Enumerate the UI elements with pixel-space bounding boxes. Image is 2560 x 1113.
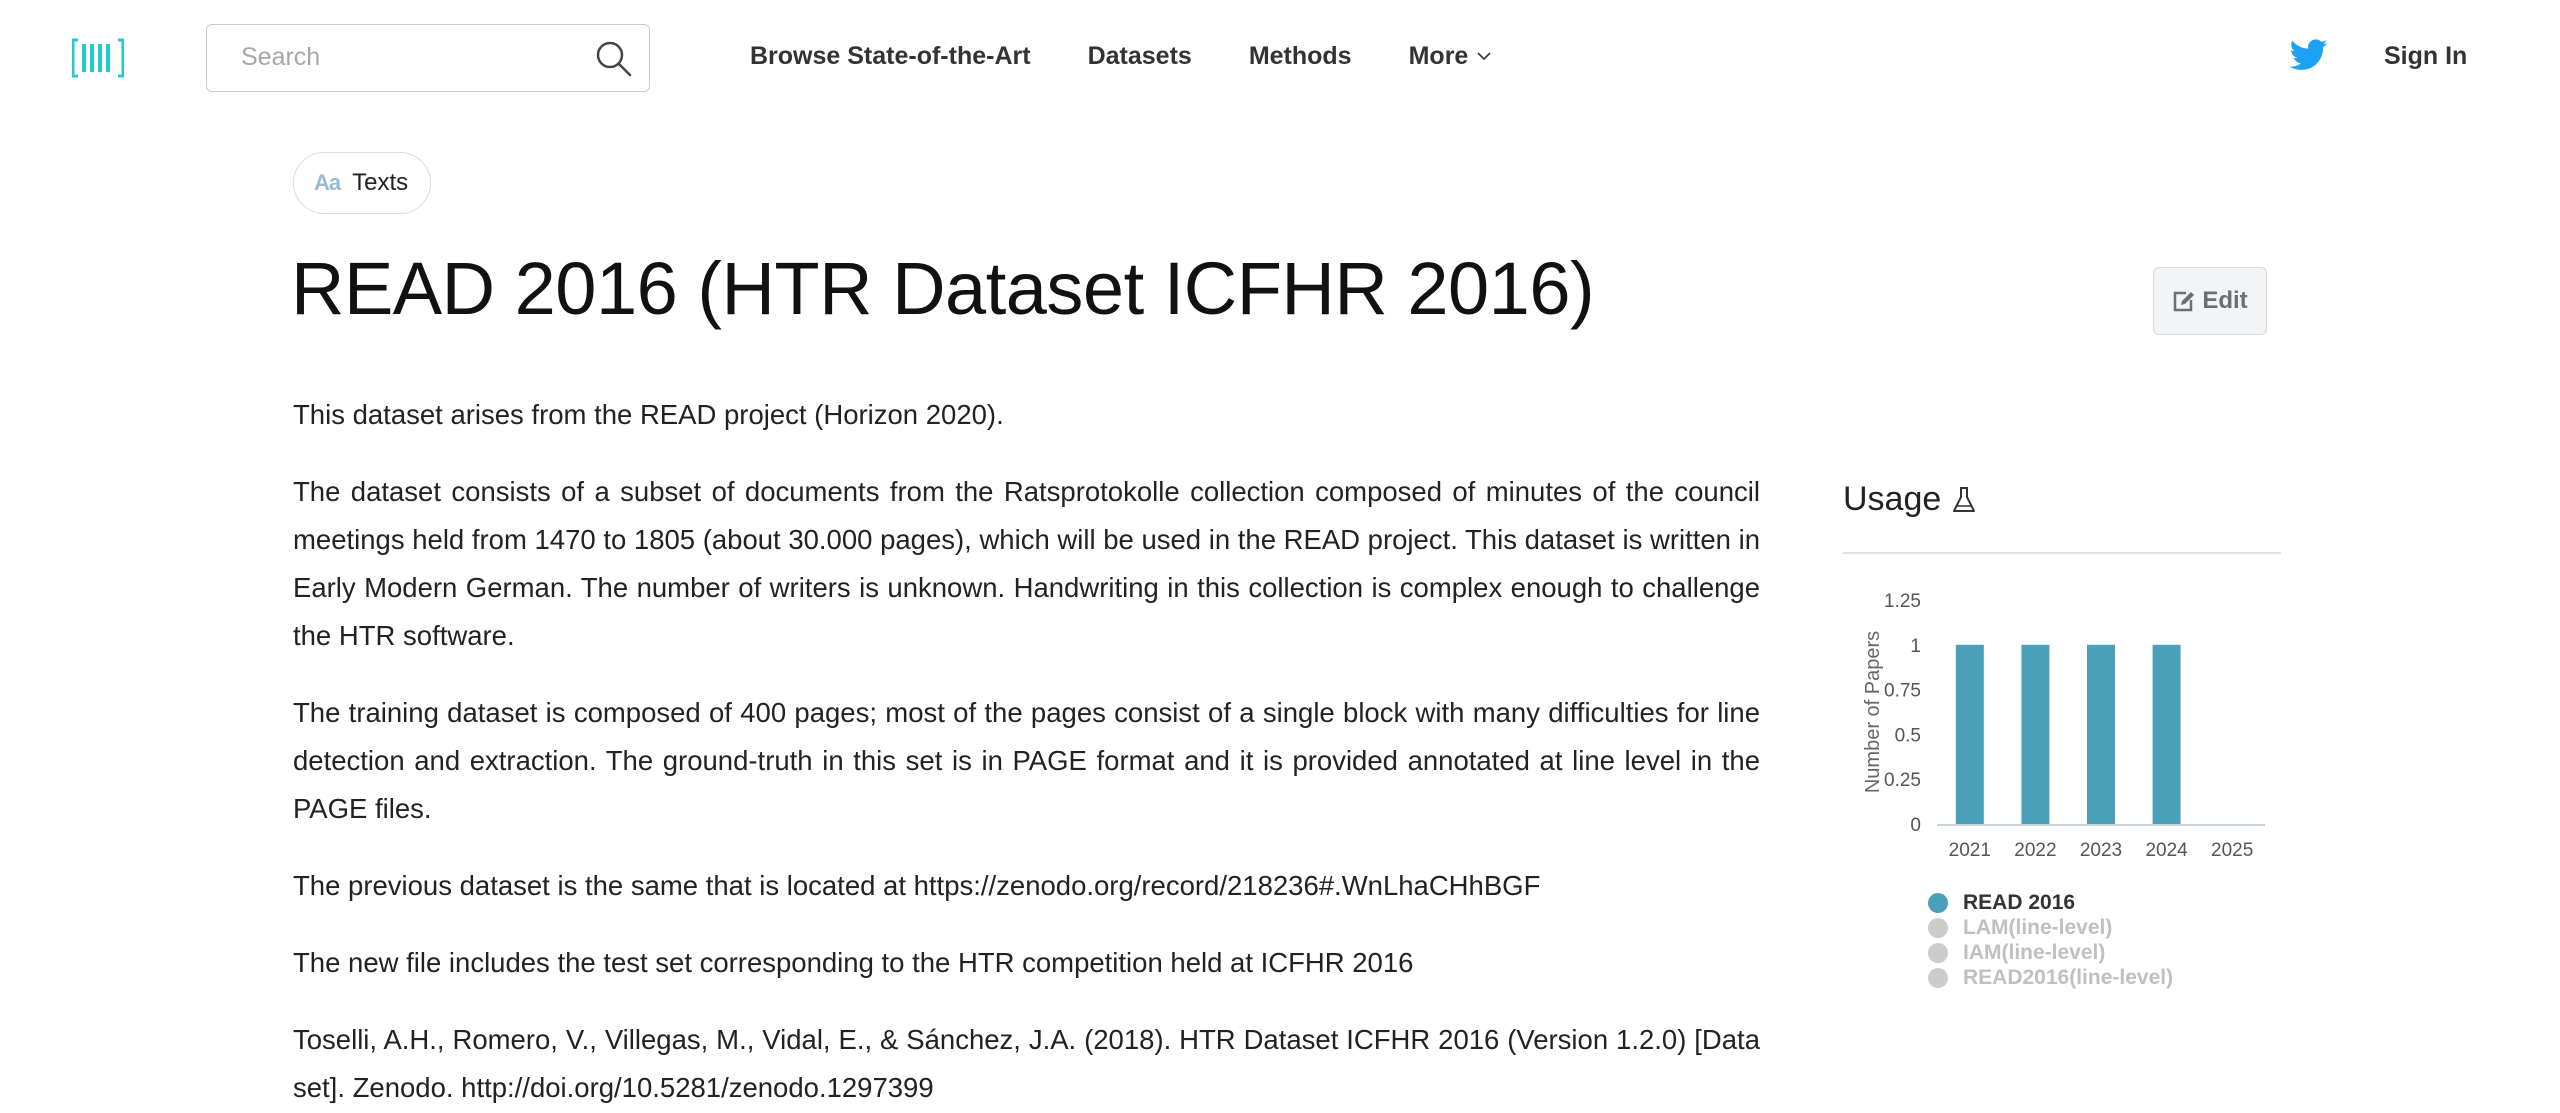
y-tick-label: 0.75: [1884, 680, 1921, 702]
usage-divider: [1843, 552, 2281, 554]
description-paragraph: The training dataset is composed of 400 pages; most of the pages consist of a single block with many difficulties for line detection and extraction. The ground-truth in this set is in PAGE format and it is provided annotated at line level in the PAGE files.: [293, 697, 1760, 824]
legend-dot-icon: [1928, 893, 1948, 913]
search-input[interactable]: [241, 25, 571, 89]
page-title: READ 2016 (HTR Dataset ICFHR 2016): [291, 247, 1595, 330]
y-tick-label: 0.25: [1884, 770, 1921, 792]
nav-browse-sota[interactable]: Browse State-of-the-Art: [750, 41, 1031, 70]
edit-button[interactable]: [2153, 267, 2267, 335]
twitter-icon[interactable]: [2290, 38, 2328, 72]
nav-more-label: More: [1408, 41, 1469, 70]
flask-icon[interactable]: [1951, 485, 1977, 515]
x-tick-label: 2024: [2145, 840, 2188, 861]
text-modality-icon: Aa: [314, 170, 341, 195]
nav-more[interactable]: [1409, 42, 1493, 71]
modality-tag-label: Texts: [352, 169, 409, 196]
x-tick-label: 2023: [2079, 840, 2123, 861]
bar: [2087, 645, 2115, 824]
search-box[interactable]: [206, 24, 650, 92]
top-navbar: [0, 0, 2560, 112]
nav-datasets[interactable]: Datasets: [1087, 41, 1192, 70]
legend-label: READ 2016: [1963, 890, 2076, 914]
site-logo-icon[interactable]: [72, 38, 124, 78]
legend-dot-icon: [1928, 943, 1948, 963]
legend-label: READ2016(line-level): [1963, 965, 2174, 989]
usage-heading: [1843, 480, 1977, 519]
description-paragraph: This dataset arises from the READ project (Horizon 2020).: [293, 399, 1004, 430]
edit-icon: [2172, 290, 2196, 312]
bar: [2021, 645, 2049, 824]
chart-legend: [1928, 890, 2173, 990]
y-tick-label: 1: [1910, 635, 1921, 657]
legend-label: IAM(line-level): [1963, 940, 2106, 964]
nav-methods[interactable]: Methods: [1248, 41, 1352, 70]
edit-button-label: Edit: [2202, 287, 2248, 314]
y-axis-label: Number of Papers: [1862, 630, 1884, 794]
main-nav: [750, 0, 1549, 112]
legend-item[interactable]: [1928, 965, 2173, 990]
y-tick-label: 0.5: [1894, 725, 1921, 747]
y-tick-label: 1.25: [1884, 591, 1921, 612]
search-icon[interactable]: [593, 39, 633, 79]
x-tick-label: 2025: [2211, 840, 2254, 861]
description-paragraph: The dataset consists of a subset of documents from the Ratsprotokolle collection composed of minutes of the council meetings held from 1470 to 1805 (about 30.000 pages), which will be used in the READ project. This dataset is written in Early Modern German. The number of writers is unknown. Handwriting in this collection is complex enough to challenge the HTR software.: [293, 476, 1760, 651]
legend-item[interactable]: [1928, 940, 2173, 965]
sign-in-link[interactable]: Sign In: [2384, 42, 2468, 70]
legend-label: LAM(line-level): [1963, 915, 2113, 939]
usage-title: Usage: [1843, 480, 1942, 518]
x-tick-label: 2022: [2014, 840, 2057, 861]
description-paragraph: Toselli, A.H., Romero, V., Villegas, M., Vidal, E., & Sánchez, J.A. (2018). HTR Dataset ICFHR 2016 (Version 1.2.0) [Data set]. Zenodo. http://doi.org/10.5281/zenodo.1297399: [293, 1024, 1760, 1103]
modality-tag[interactable]: [293, 152, 431, 214]
y-tick-label: 0: [1910, 815, 1921, 836]
x-tick-label: 2021: [1948, 840, 1991, 861]
bar: [1956, 645, 1984, 824]
usage-chart: [1843, 580, 2281, 880]
dataset-description: [293, 391, 1760, 1113]
bar: [2153, 645, 2181, 824]
legend-dot-icon: [1928, 918, 1948, 938]
legend-item[interactable]: [1928, 890, 2173, 915]
chevron-down-icon: [1476, 48, 1492, 64]
legend-dot-icon: [1928, 968, 1948, 988]
legend-item[interactable]: [1928, 915, 2173, 940]
description-paragraph: The new file includes the test set corresponding to the HTR competition held at ICFHR 2016: [293, 947, 1414, 978]
description-paragraph: The previous dataset is the same that is located at https://zenodo.org/record/218236#.WnLhaCHhBGF: [293, 870, 1541, 901]
